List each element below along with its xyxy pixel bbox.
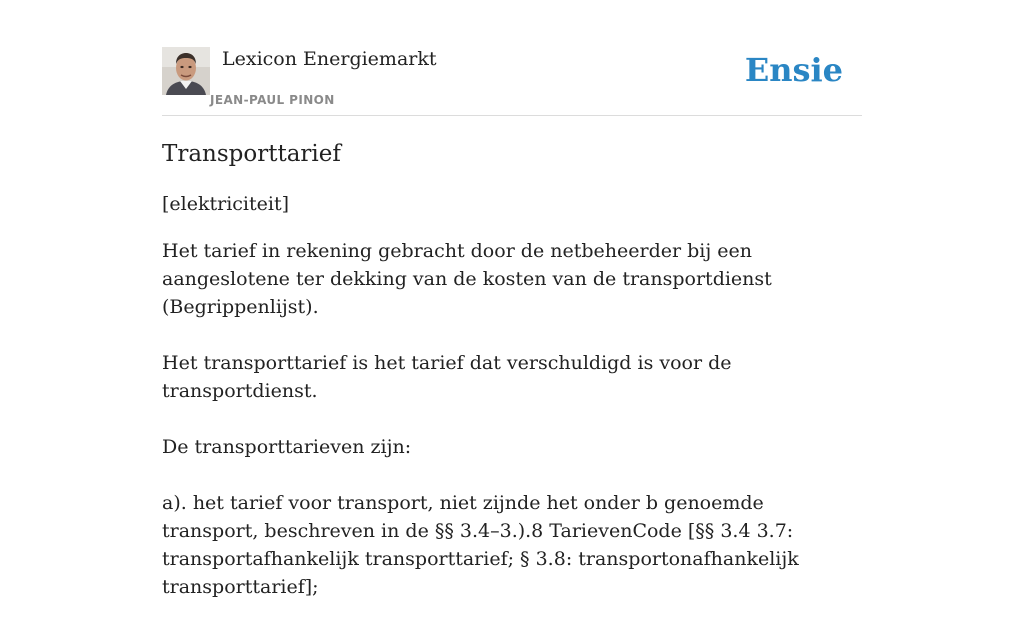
- definition-paragraph: a). het tarief voor transport, niet zijnde het onder b genoemde transport, beschreven in de §§ 3.4–3.).8 TarievenCode [§§ 3.4 3.7: transportafhankelijk transporttarief; § 3.8: transportonafhankelijk transporttarief];: [162, 492, 799, 598]
- author-avatar[interactable]: [162, 47, 210, 95]
- entry-category: [elektriciteit]: [162, 193, 290, 215]
- lexicon-title[interactable]: Lexicon Energiemarkt: [222, 48, 437, 70]
- entry-title: Transporttarief: [162, 141, 341, 167]
- brand-logo[interactable]: Ensie: [744, 51, 843, 89]
- entry-content: [162, 138, 862, 629]
- definition-paragraph: Het tarief in rekening gebracht door de netbeheerder bij een aangeslotene ter dekking van de kosten van de transportdienst (Begrippenlijst).: [162, 240, 772, 318]
- definition-paragraph: Het transporttarief is het tarief dat verschuldigd is voor de transportdienst.: [162, 352, 732, 402]
- person-photo-icon: [162, 47, 210, 95]
- page-header: [162, 46, 862, 116]
- definition-paragraph: De transporttarieven zijn:: [162, 436, 412, 458]
- author-name[interactable]: JEAN-PAUL PINON: [210, 93, 335, 107]
